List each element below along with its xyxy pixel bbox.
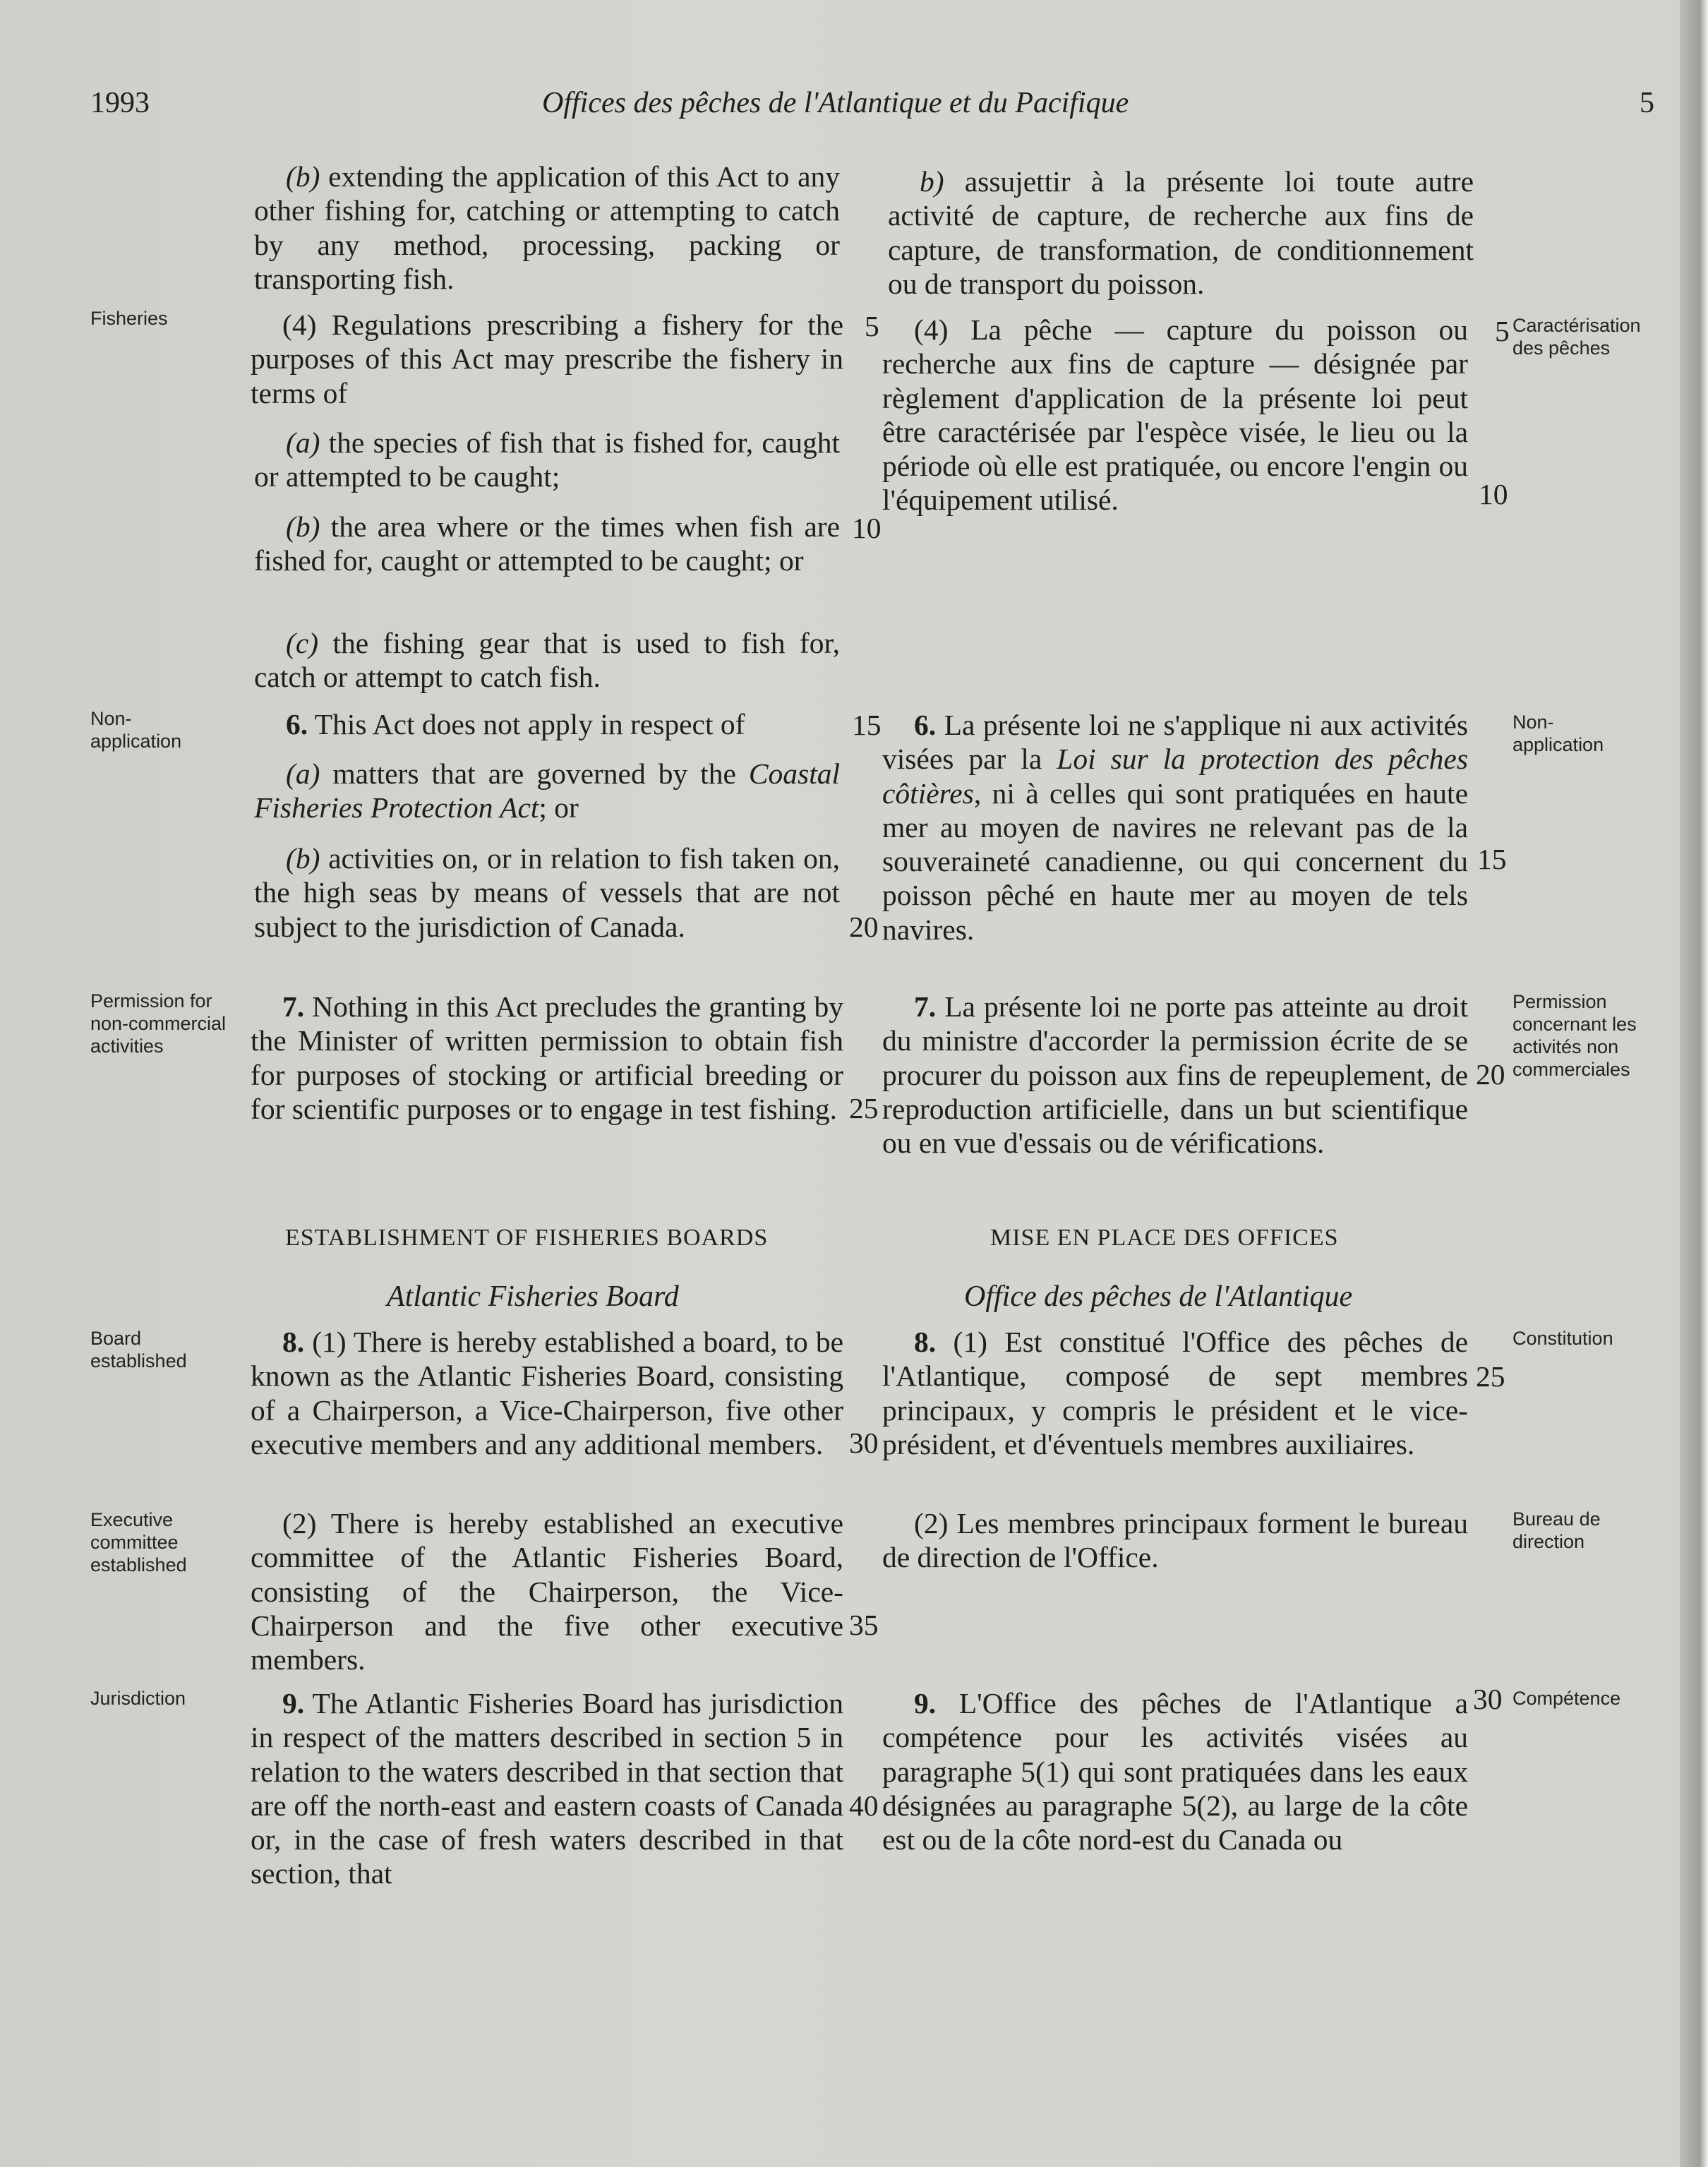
margin-note-executive-committee: Executive committee established	[90, 1509, 187, 1575]
en-para-4b	[254, 510, 840, 578]
margin-note-permission-fr: Permission concernant les activités non commerciales	[1512, 991, 1637, 1080]
fr-section-8-2	[882, 1506, 1468, 1575]
en-para-b	[254, 160, 840, 296]
line-number: 30	[1473, 1683, 1503, 1715]
section-number: 8.	[914, 1326, 937, 1358]
line-number: 10	[852, 512, 882, 544]
en-para-6a	[254, 757, 840, 825]
para-text: assujettir à la présente loi toute autre activité de capture, de recherche aux fins de capture, de transformation, de conditionnement ou de transport du poisson.	[888, 165, 1474, 300]
en-section-8-2	[251, 1506, 843, 1676]
act-title: Coastal Fisheries Protection Act	[254, 757, 840, 824]
para-label: (a)	[286, 757, 320, 790]
margin-note-non-applica: Non-application	[1512, 712, 1604, 755]
margin-note-bureau: Bureau de direction	[1512, 1508, 1601, 1552]
margin-note-permission: Permission for non-commercial activities	[90, 990, 227, 1057]
para-label: (b)	[286, 160, 320, 193]
para-text: matters that are governed by the	[320, 757, 749, 790]
para-text: L'Office des pêches de l'Atlantique a compétence pour les activités visées au paragraphe 5(1) qui sont pratiquées dans les eaux désignées au paragraphe 5(2), au large de la côte est ou de la côte nord-est du Canada ou	[882, 1687, 1468, 1856]
fr-section-7	[882, 990, 1468, 1160]
para-text: , ni à celles qui sont pratiquées en haute mer au moyen de navires ne relevant pas de la souveraineté canadienne, ou qui concernent du poisson pêché en haute mer au moyen de tels navires.	[882, 776, 1468, 946]
margin-note-caracterisation: Caractérisation des pêches	[1512, 315, 1641, 359]
section-number: 7.	[282, 990, 305, 1023]
para-text: La présente loi ne s'applique ni aux activités visées par la	[882, 709, 1468, 776]
para-label: (c)	[286, 627, 319, 659]
para-text: This Act does not apply in respect of	[308, 708, 745, 740]
section-number: 6.	[286, 708, 308, 740]
heading-establishment: ESTABLISHMENT OF FISHERIES BOARDS	[285, 1225, 769, 1251]
section-number: 9.	[282, 1687, 305, 1719]
para-text: (4) Regulations prescribing a fishery for the purposes of this Act may prescribe the fishery in terms of	[251, 308, 843, 409]
para-text: The Atlantic Fisheries Board has jurisdiction in respect of the matters described in section 5 in relation to the waters described in that section that are off the north-east and eastern coasts of Canada or, in the case of fresh waters described in that section, that	[251, 1687, 843, 1890]
line-number: 15	[1477, 843, 1507, 875]
line-number: 30	[849, 1427, 879, 1459]
en-section-7	[251, 990, 843, 1126]
fr-subsection-4	[882, 313, 1468, 517]
para-text: (2) Les membres principaux forment le bureau de direction de l'Office.	[882, 1507, 1468, 1574]
heading-office-atlantique: Office des pêches de l'Atlantique	[964, 1280, 1353, 1313]
para-label: (b)	[286, 842, 320, 875]
para-text: activities on, or in relation to fish taken on, the high seas by means of vessels that are not subject to the jurisdiction of Canada.	[254, 842, 840, 943]
section-number: 8.	[282, 1326, 305, 1358]
line-number: 20	[849, 911, 879, 943]
fr-section-6	[882, 708, 1468, 947]
para-text: (4) La pêche — capture du poisson ou recherche aux fins de capture — désignée par règlement d'application de la présente loi peut être caractérisée par l'espèce visée, le lieu ou la période où elle est pratiquée, ou encore l'engin ou l'équipement utilisé.	[882, 313, 1468, 517]
en-section-9	[251, 1686, 843, 1891]
line-number: 20	[1476, 1058, 1505, 1091]
para-text: (1) There is hereby established a board, to be known as the Atlantic Fisheries Board, consisting of a Chairperson, a Vice-Chairperson, five other executive members and any additional members.	[251, 1326, 843, 1460]
heading-atlantic-board: Atlantic Fisheries Board	[387, 1280, 679, 1313]
page-edge-shadow	[1680, 0, 1708, 2167]
line-number: 25	[1476, 1360, 1505, 1393]
para-text: the fishing gear that is used to fish for, catch or attempt to catch fish.	[254, 627, 840, 694]
margin-note-fisheries: Fisheries	[90, 308, 168, 329]
fr-section-9	[882, 1686, 1468, 1856]
para-label: (b)	[286, 510, 320, 543]
para-label: b)	[920, 165, 944, 198]
en-para-6b	[254, 841, 840, 944]
section-number: 7.	[914, 990, 937, 1023]
line-number: 40	[849, 1789, 879, 1822]
margin-note-board-established: Board established	[90, 1328, 187, 1371]
line-number: 5	[1495, 315, 1510, 347]
para-text: La présente loi ne porte pas atteinte au droit du ministre d'accorder la permission écrite de se procurer du poisson aux fins de repeuplement, de reproduction artificielle, dans un but scientifique ou en vue d'essais ou de vérifications.	[882, 990, 1468, 1160]
en-para-4a	[254, 426, 840, 494]
para-text: (2) There is hereby established an executive committee of the Atlantic Fisheries Board, consisting of the Chairperson, the Vice-Chairperson and the five other executive members.	[251, 1507, 843, 1676]
para-text: the species of fish that is fished for, caught or attempted to be caught;	[254, 426, 840, 493]
line-number: 35	[849, 1609, 879, 1641]
fr-section-8-1	[882, 1325, 1468, 1461]
margin-note-competence: Compétence	[1512, 1688, 1621, 1709]
section-number: 9.	[914, 1687, 937, 1719]
heading-mise-en-place: MISE EN PLACE DES OFFICES	[990, 1225, 1339, 1251]
fr-para-b	[888, 164, 1474, 301]
para-text: (1) Est constitué l'Office des pêches de l'Atlantique, composé de sept membres principaux, y compris le président et le vice-président, et d'éventuels membres auxiliaires.	[882, 1326, 1468, 1460]
para-label: (a)	[286, 426, 320, 459]
en-section-8-1	[251, 1325, 843, 1461]
en-para-4c	[254, 626, 840, 695]
para-text: extending the application of this Act to any other fishing for, catching or attempting to catch by any method, processing, packing or transporting fish.	[254, 160, 840, 295]
para-text: Nothing in this Act precludes the granting by the Minister of written permission to obtain fish for purposes of stocking or artificial breeding or for scientific purposes or to engage in test fishing.	[251, 990, 843, 1125]
act-title: Loi sur la protection des pêches côtières	[882, 743, 1469, 810]
line-number: 25	[849, 1092, 879, 1124]
header-page-number: 5	[1640, 87, 1654, 119]
line-number: 5	[865, 310, 879, 342]
header-title: Offices des pêches de l'Atlantique et du Pacifique	[542, 87, 1129, 119]
para-text: the area where or the times when fish are fished for, caught or attempted to be caught; or	[254, 510, 840, 577]
margin-note-non-application: Non-application	[90, 708, 182, 752]
margin-note-constitution: Constitution	[1512, 1328, 1613, 1349]
en-subsection-4	[251, 308, 843, 410]
line-number: 10	[1479, 478, 1508, 510]
margin-note-jurisdiction: Jurisdiction	[90, 1688, 186, 1709]
section-number: 6.	[914, 709, 937, 741]
para-text: ; or	[539, 791, 579, 824]
header-year: 1993	[90, 87, 150, 119]
en-section-6	[254, 707, 840, 741]
line-number: 15	[852, 709, 882, 741]
